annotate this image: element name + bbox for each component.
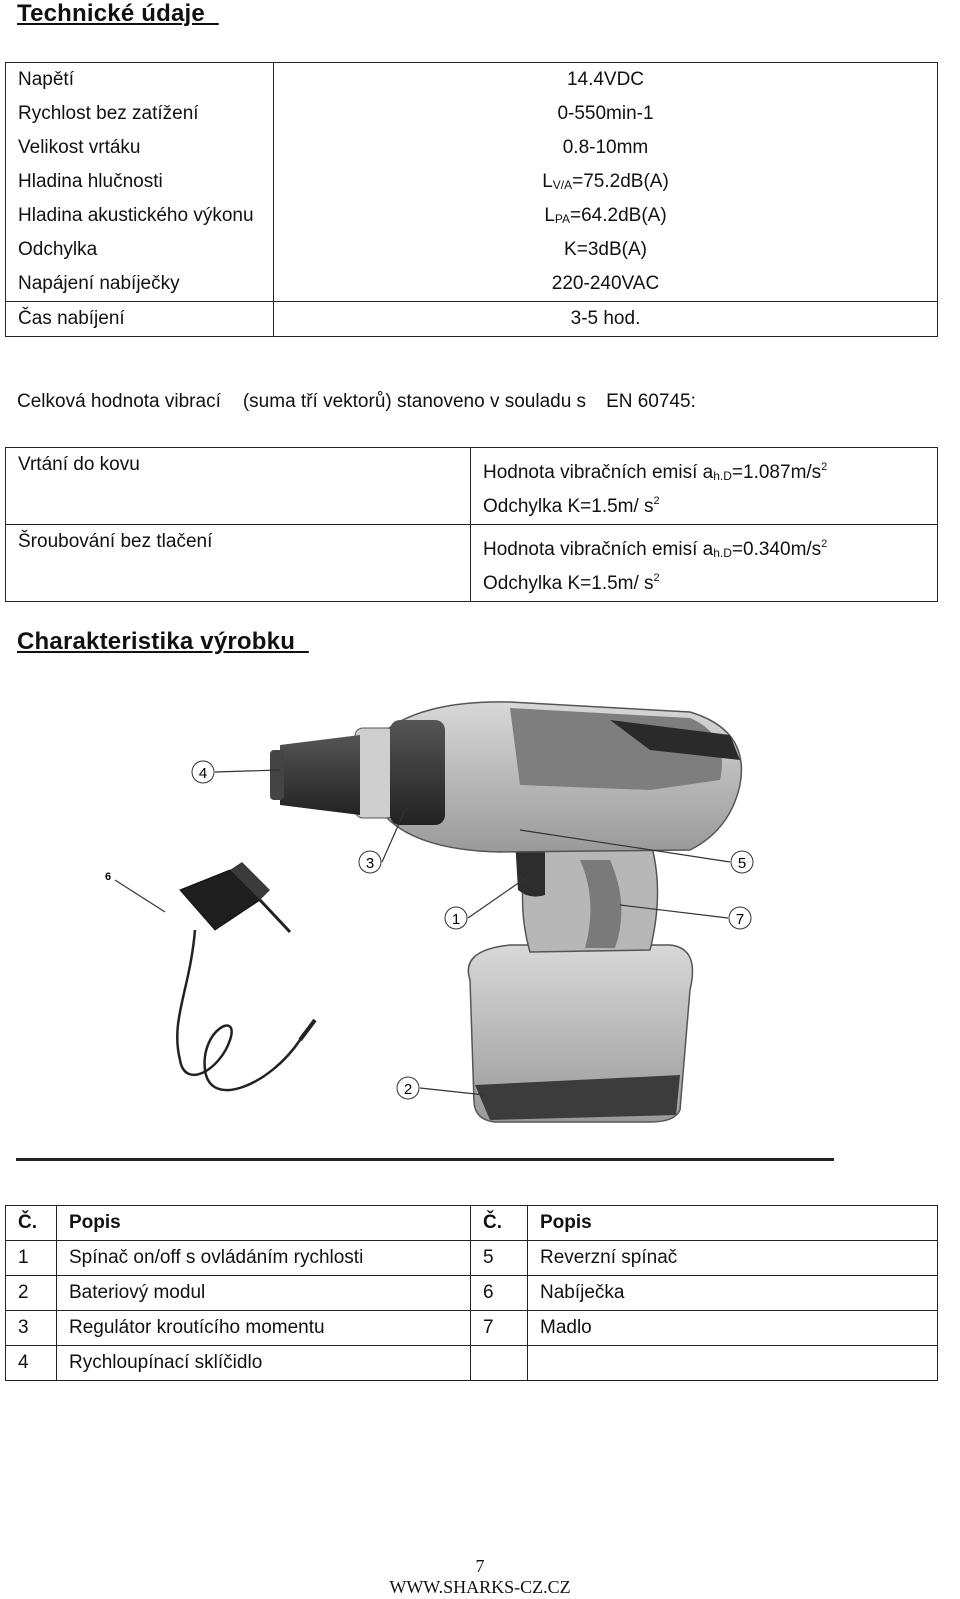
callout-1 xyxy=(445,907,467,929)
parts-header-row xyxy=(6,1206,938,1241)
part-number: 7 xyxy=(471,1311,528,1346)
vibration-deviation: Odchylka K=1.5m/ $s^2$ xyxy=(483,572,660,594)
vibration-label: Vrtání do kovu xyxy=(6,448,471,525)
part-description: Regulátor kroutícího momentu xyxy=(57,1311,471,1346)
svg-text:2: 2 xyxy=(403,1081,413,1098)
part-number xyxy=(471,1346,528,1381)
vibration-emission: Hodnota vibračních emisí $a_{h.D}=1.087m/s^2$ xyxy=(483,461,828,483)
part-number: 4 xyxy=(6,1346,57,1381)
charger xyxy=(177,862,315,1090)
spec-row xyxy=(6,199,938,233)
spec-value: $L_{V/A}=75.2dB(A)$ xyxy=(274,165,938,199)
spec-row xyxy=(6,302,938,337)
drill-illustration xyxy=(90,690,850,1170)
vibration-emission: Hodnota vibračních emisí $a_{h.D}=0.340m/s^2$ xyxy=(483,538,828,560)
svg-text:6: 6 xyxy=(104,871,112,883)
col-header: Č. xyxy=(471,1206,528,1241)
part-number: 6 xyxy=(471,1276,528,1311)
svg-text:4: 4 xyxy=(198,765,208,782)
spec-value: 0.8-10mm xyxy=(274,131,938,165)
spec-label: Hladina akustického výkonu xyxy=(6,199,274,233)
callout-5 xyxy=(731,851,753,873)
footer-url: WWW.SHARKS-CZ.CZ xyxy=(389,1577,571,1597)
part-description: Bateriový modul xyxy=(57,1276,471,1311)
spec-row xyxy=(6,233,938,267)
table-row xyxy=(6,1241,938,1276)
torque-collar xyxy=(355,728,395,818)
vibration-table xyxy=(5,447,938,602)
chuck xyxy=(280,735,360,815)
spec-row xyxy=(6,97,938,131)
part-description: Spínač on/off s ovládáním rychlosti xyxy=(57,1241,471,1276)
col-header: Popis xyxy=(57,1206,471,1241)
spec-label: Napájení nabíječky xyxy=(6,267,274,302)
part-number: 3 xyxy=(6,1311,57,1346)
spec-row xyxy=(6,165,938,199)
callout-6 xyxy=(105,871,111,883)
part-number: 1 xyxy=(6,1241,57,1276)
col-header: Č. xyxy=(6,1206,57,1241)
spec-table xyxy=(5,62,938,337)
spec-value: 0-550min-1 xyxy=(274,97,938,131)
callout-2 xyxy=(397,1077,419,1099)
section-rule xyxy=(16,1158,834,1161)
vibration-values xyxy=(471,525,938,602)
spec-row xyxy=(6,63,938,98)
page-number: 7 xyxy=(475,1556,485,1576)
spec-label: Rychlost bez zatížení xyxy=(6,97,274,131)
part-description: Madlo xyxy=(528,1311,938,1346)
spec-label: Hladina hlučnosti xyxy=(6,165,274,199)
spec-value: K=3dB(A) xyxy=(274,233,938,267)
part-number: 2 xyxy=(6,1276,57,1311)
callout-4 xyxy=(192,761,214,783)
spec-value: 3-5 hod. xyxy=(274,302,938,337)
part-description: Rychloupínací sklíčidlo xyxy=(57,1346,471,1381)
callout-3 xyxy=(359,851,381,873)
spec-row xyxy=(6,131,938,165)
spec-value: 220-240VAC xyxy=(274,267,938,302)
part-description: Reverzní spínač xyxy=(528,1241,938,1276)
svg-text:5: 5 xyxy=(737,855,747,872)
table-row xyxy=(6,1311,938,1346)
spec-label: Čas nabíjení xyxy=(6,302,274,337)
svg-text:1: 1 xyxy=(451,911,461,928)
part-description xyxy=(528,1346,938,1381)
table-row xyxy=(6,1346,938,1381)
parts-table xyxy=(5,1205,938,1381)
vibration-intro: Celková hodnota vibrací (suma tří vektorů) stanoveno v souladu s EN 60745: xyxy=(17,391,696,412)
vibration-row xyxy=(6,448,938,525)
product-title: Charakteristika výrobku xyxy=(17,628,296,655)
vibration-values xyxy=(471,448,938,525)
vibration-row xyxy=(6,525,938,602)
spec-value: $L_{PA}=64.2dB(A)$ xyxy=(274,199,938,233)
part-number: 5 xyxy=(471,1241,528,1276)
spec-value: 14.4VDC xyxy=(274,63,938,98)
svg-text:3: 3 xyxy=(365,855,375,872)
spec-label: Napětí xyxy=(6,63,274,98)
tech-data-title: Technické údaje xyxy=(17,0,205,27)
table-row xyxy=(6,1276,938,1311)
callout-7 xyxy=(729,907,751,929)
spec-label: Odchylka xyxy=(6,233,274,267)
vibration-deviation: Odchylka K=1.5m/ $s^2$ xyxy=(483,495,660,517)
spec-row xyxy=(6,267,938,302)
col-header: Popis xyxy=(528,1206,938,1241)
svg-text:7: 7 xyxy=(735,911,745,928)
vibration-label: Šroubování bez tlačení xyxy=(6,525,471,602)
spec-label: Velikost vrtáku xyxy=(6,131,274,165)
part-description: Nabíječka xyxy=(528,1276,938,1311)
